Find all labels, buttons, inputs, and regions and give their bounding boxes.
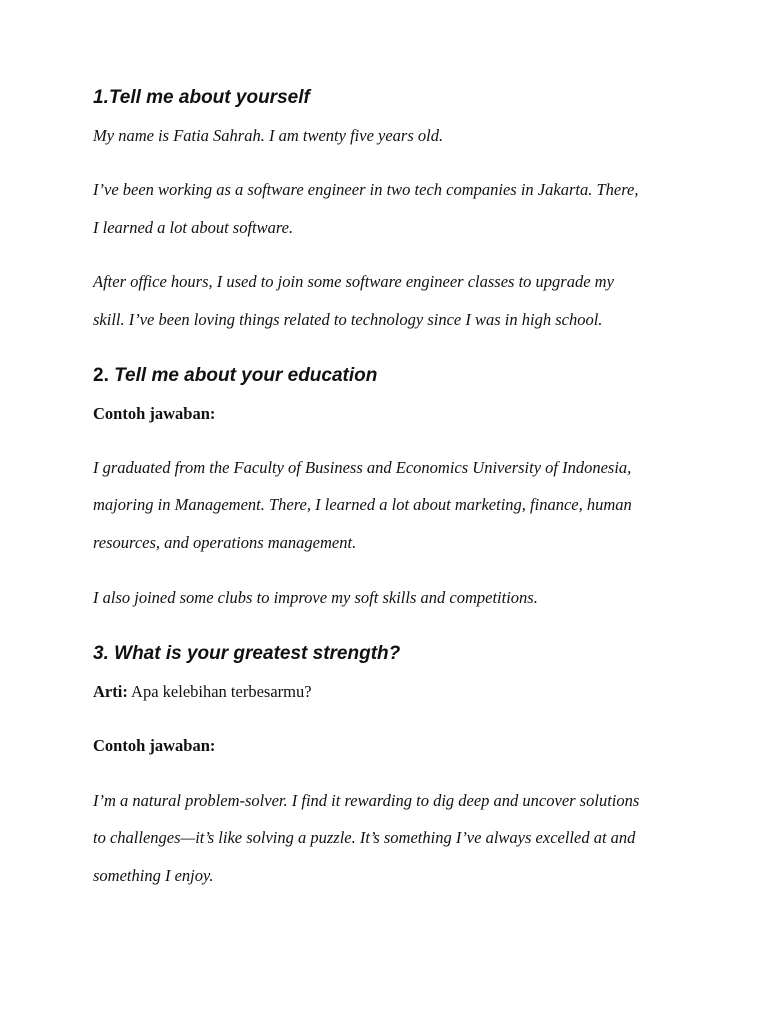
section-1-p3-line1: After office hours, I used to join some software engineer classes to upgrade my: [93, 272, 614, 291]
section-3-meaning-text: Apa kelebihan terbesarmu?: [131, 682, 312, 701]
section-2-title: Tell me about your education: [114, 365, 378, 386]
section-3-meaning-label: Arti:: [93, 682, 128, 701]
section-1-p2-line2: I learned a lot about software.: [93, 218, 294, 237]
section-2-example-label: Contoh jawaban:: [93, 404, 216, 423]
section-3-p1-line2: to challenges—it’s like solving a puzzle. It’s something I’ve always excelled at and: [93, 828, 636, 847]
section-3-heading: [93, 642, 400, 666]
section-3-p1-line3: something I enjoy.: [93, 866, 214, 885]
section-2-p1-line2: majoring in Management. There, I learned a lot about marketing, finance, human: [93, 495, 632, 514]
section-1-p1-line1: My name is Fatia Sahrah. I am twenty five years old.: [93, 126, 444, 145]
section-1-title: Tell me about yourself: [108, 87, 310, 108]
section-1-heading: [93, 86, 310, 110]
section-3-p1-line1: I’m a natural problem-solver. I find it rewarding to dig deep and uncover solutions: [93, 791, 640, 810]
section-2-p2-line1: I also joined some clubs to improve my soft skills and competitions.: [93, 588, 538, 607]
section-2-p1-line1: I graduated from the Faculty of Business and Economics University of Indonesia,: [93, 458, 632, 477]
section-3-number: 3.: [93, 643, 109, 664]
section-1-p2-line1: I’ve been working as a software engineer in two tech companies in Jakarta. There,: [93, 180, 639, 199]
section-3-title: What is your greatest strength?: [114, 643, 401, 664]
section-2-p1-line3: resources, and operations management.: [93, 533, 357, 552]
section-1-p3-line2: skill. I’ve been loving things related to technology since I was in high school.: [93, 310, 603, 329]
section-2-heading: [93, 364, 377, 388]
section-2-number: 2.: [93, 365, 109, 386]
section-3-example-label: Contoh jawaban:: [93, 736, 216, 755]
section-3-meaning: [93, 681, 312, 703]
section-1-number: 1.: [93, 87, 109, 108]
